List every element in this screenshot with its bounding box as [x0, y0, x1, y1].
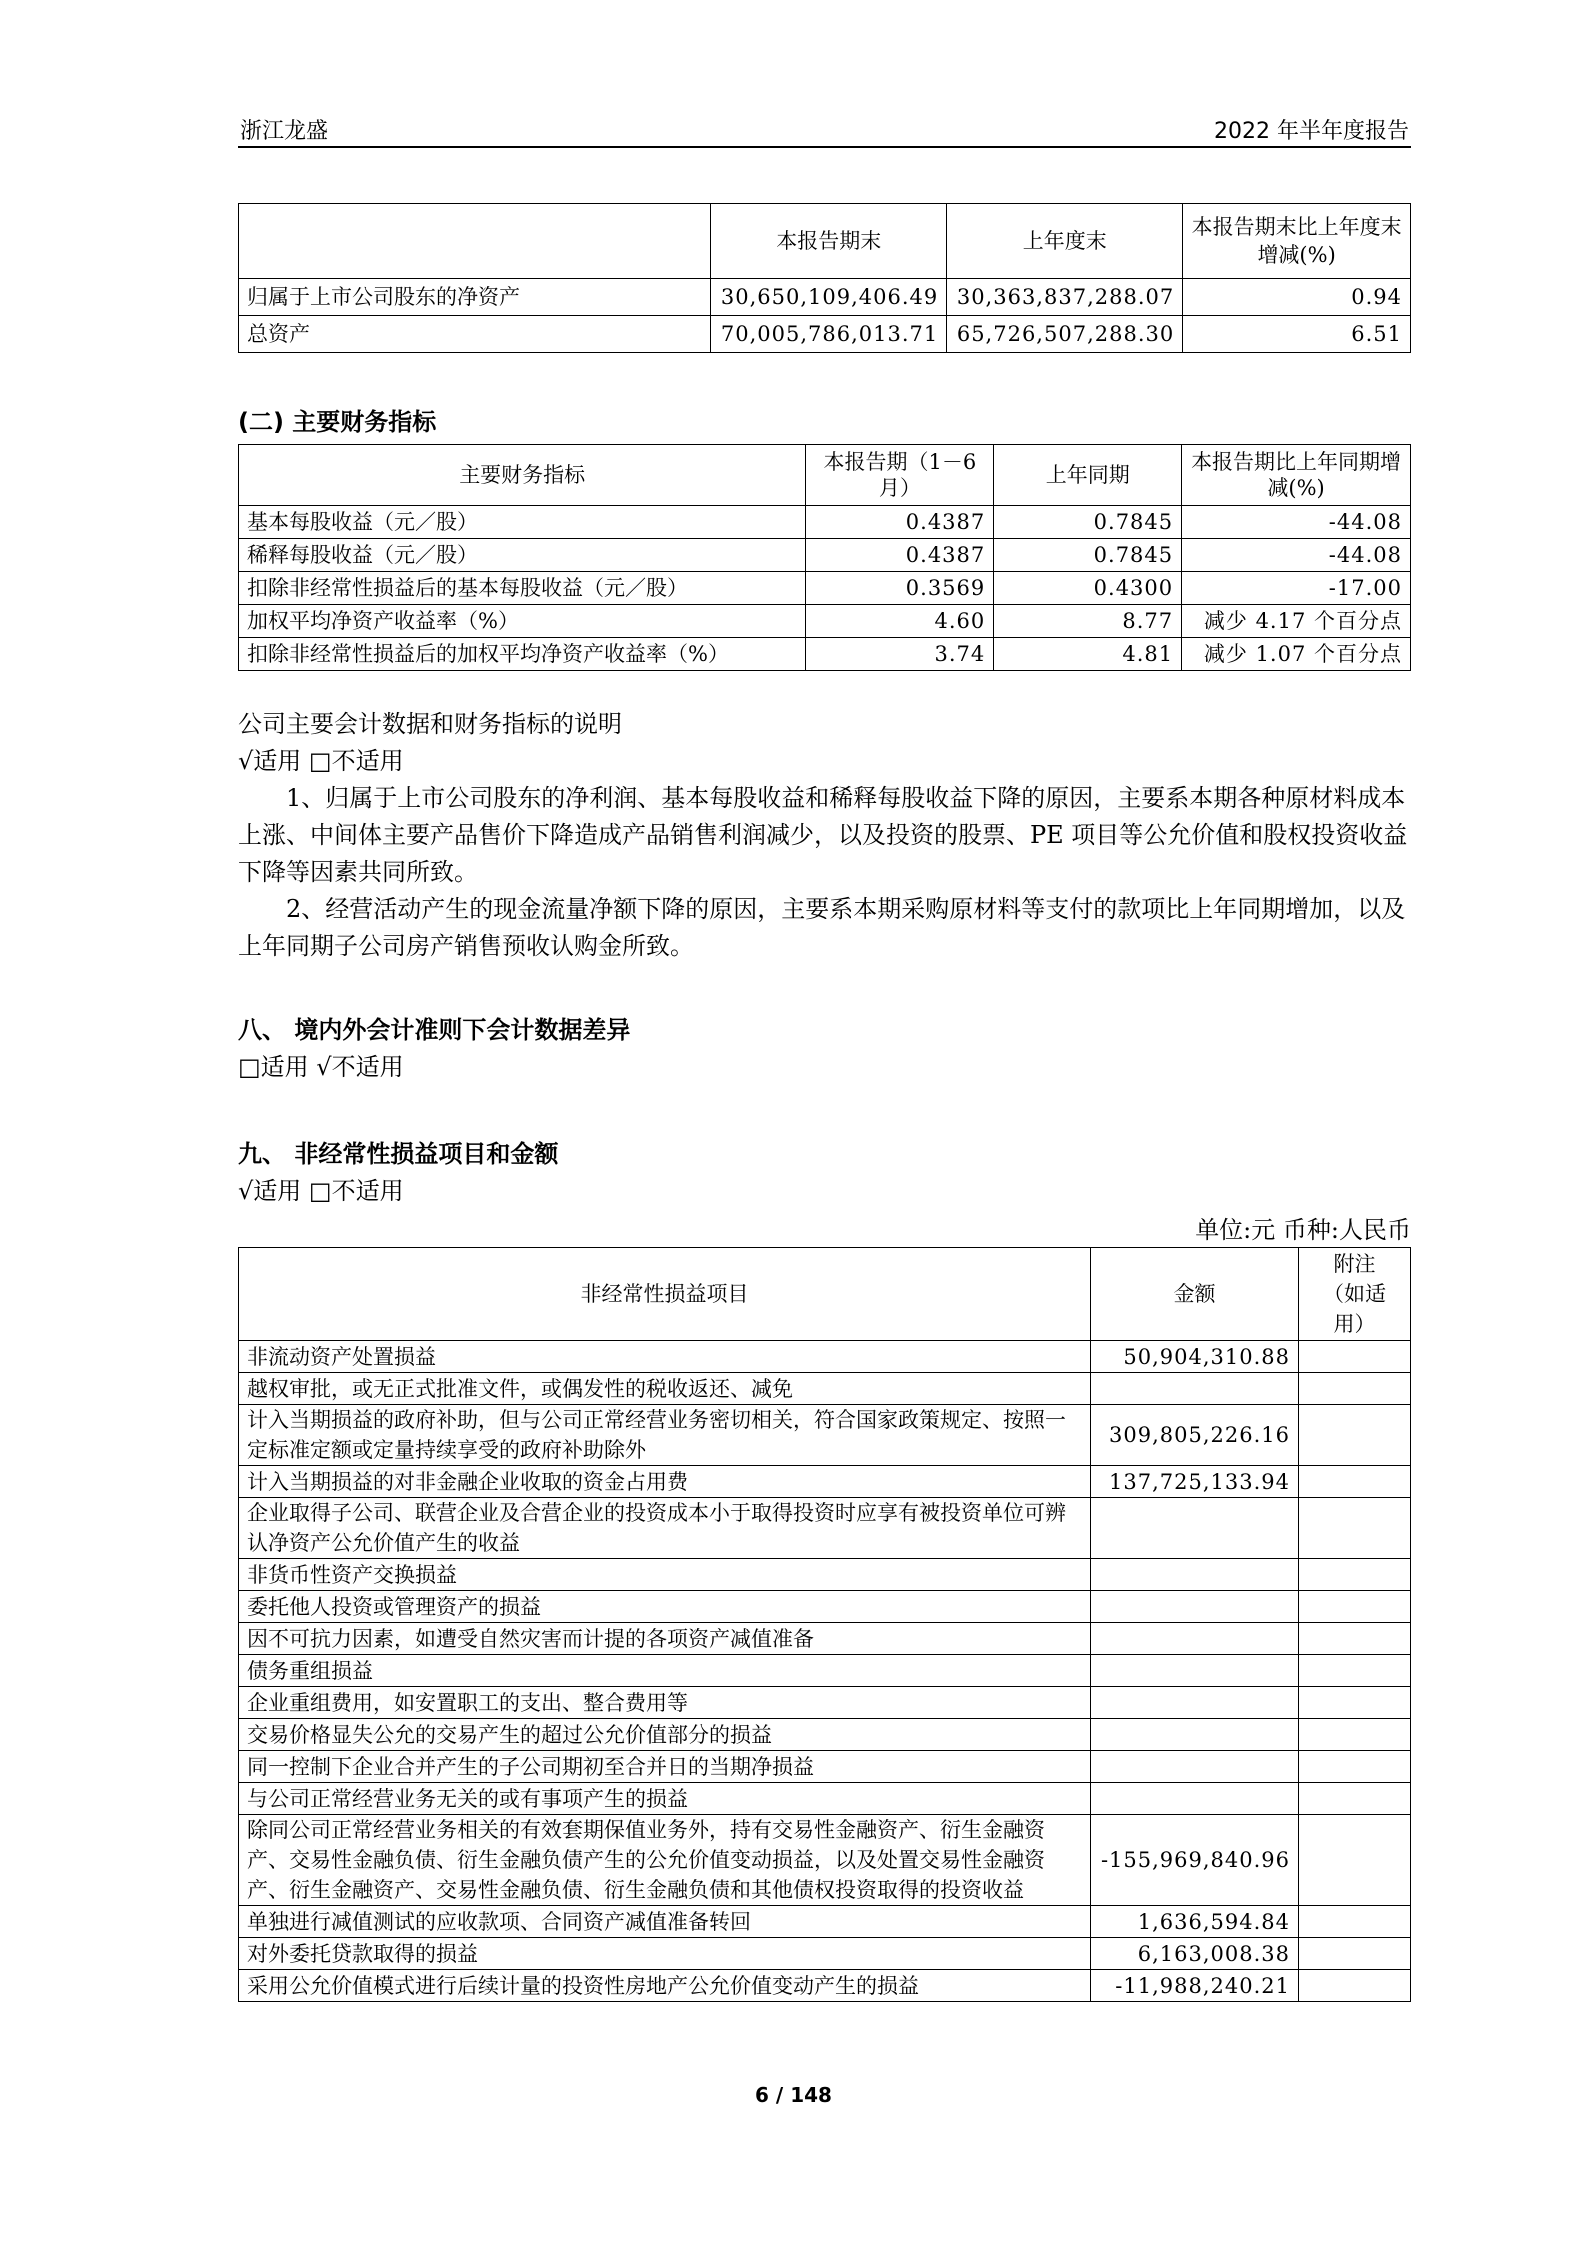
- amount-cell: -11,988,240.21: [1091, 1970, 1299, 2002]
- note-cell: [1299, 1559, 1411, 1591]
- row-label: 加权平均净资产收益率（%）: [239, 605, 806, 638]
- financial-indicators-table: [238, 444, 1411, 671]
- amount-cell: [1091, 1623, 1299, 1655]
- value-cell: 0.7845: [994, 539, 1182, 572]
- row-label: 稀释每股收益（元／股）: [239, 539, 806, 572]
- table-row: [239, 1906, 1411, 1938]
- net-assets-table: [238, 203, 1411, 353]
- table-row: [239, 1498, 1411, 1559]
- explanation-paragraph: 2、经营活动产生的现金流量净额下降的原因，主要系本期采购原材料等支付的款项比上年同期增加，以及上年同期子公司房产销售预收认购金所致。: [238, 895, 1406, 960]
- applicability-checkbox: √适用 □不适用: [238, 1177, 404, 1205]
- item-cell: 除同公司正常经营业务相关的有效套期保值业务外，持有交易性金融资产、衍生金融资产、交易性金融负债、衍生金融负债产生的公允价值变动损益，以及处置交易性金融资产、衍生金融资产、交易性金融负债、衍生金融负债和其他债权投资取得的投资收益: [239, 1815, 1091, 1906]
- note-cell: [1299, 1373, 1411, 1405]
- item-cell: 计入当期损益的对非金融企业收取的资金占用费: [239, 1466, 1091, 1498]
- table-row: [239, 1687, 1411, 1719]
- table-row: [239, 1783, 1411, 1815]
- note-cell: [1299, 1405, 1411, 1466]
- amount-cell: [1091, 1783, 1299, 1815]
- row-label: 基本每股收益（元／股）: [239, 506, 806, 539]
- value-cell: 30,650,109,406.49: [711, 279, 947, 316]
- table-row: [239, 1655, 1411, 1687]
- page-number: 6 / 148: [755, 2083, 832, 2107]
- value-cell: 3.74: [806, 638, 994, 671]
- note-cell: [1299, 1938, 1411, 1970]
- note-cell: [1299, 1783, 1411, 1815]
- value-cell: 8.77: [994, 605, 1182, 638]
- value-cell: 4.81: [994, 638, 1182, 671]
- value-cell: 4.60: [806, 605, 994, 638]
- amount-cell: [1091, 1591, 1299, 1623]
- note-cell: [1299, 1655, 1411, 1687]
- unit-currency-label: 单位:元 币种:人民币: [1195, 1216, 1411, 1244]
- value-cell: 减少 4.17 个百分点: [1182, 605, 1411, 638]
- amount-cell: [1091, 1751, 1299, 1783]
- applicability-checkbox: √适用 □不适用: [238, 747, 404, 775]
- amount-cell: [1091, 1373, 1299, 1405]
- table-row: [239, 316, 1411, 353]
- value-cell: 6.51: [1183, 316, 1411, 353]
- table-header-cell: 主要财务指标: [239, 445, 806, 506]
- amount-cell: [1091, 1687, 1299, 1719]
- note-cell: [1299, 1719, 1411, 1751]
- item-cell: 对外委托贷款取得的损益: [239, 1938, 1091, 1970]
- table-header-cell: 附注（如适用）: [1299, 1248, 1411, 1341]
- item-cell: 委托他人投资或管理资产的损益: [239, 1591, 1091, 1623]
- explanation-paragraph: 1、归属于上市公司股东的净利润、基本每股收益和稀释每股收益下降的原因，主要系本期各种原材料成本上涨、中间体主要产品售价下降造成产品销售利润减少，以及投资的股票、PE 项目等公允价值和股权投资收益下降等因素共同所致。: [238, 784, 1408, 886]
- value-cell: 0.4387: [806, 506, 994, 539]
- amount-cell: 1,636,594.84: [1091, 1906, 1299, 1938]
- section-title: 八、 境内外会计准则下会计数据差异: [238, 1016, 631, 1044]
- amount-cell: [1091, 1559, 1299, 1591]
- table-row: [239, 1815, 1411, 1906]
- table-header-cell: 本报告期末: [711, 204, 947, 279]
- table-header-cell: 本报告期比上年同期增减(%): [1182, 445, 1411, 506]
- row-label: 扣除非经常性损益后的加权平均净资产收益率（%）: [239, 638, 806, 671]
- amount-cell: [1091, 1719, 1299, 1751]
- value-cell: 0.3569: [806, 572, 994, 605]
- value-cell: 0.4387: [806, 539, 994, 572]
- item-cell: 债务重组损益: [239, 1655, 1091, 1687]
- value-cell: 减少 1.07 个百分点: [1182, 638, 1411, 671]
- value-cell: -44.08: [1182, 539, 1411, 572]
- table-row: [239, 1751, 1411, 1783]
- table-row: [239, 638, 1411, 671]
- amount-cell: 50,904,310.88: [1091, 1341, 1299, 1373]
- item-cell: 与公司正常经营业务无关的或有事项产生的损益: [239, 1783, 1091, 1815]
- table-header-cell: 上年度末: [947, 204, 1183, 279]
- explanation-title: 公司主要会计数据和财务指标的说明: [238, 710, 622, 738]
- item-cell: 企业取得子公司、联营企业及合营企业的投资成本小于取得投资时应享有被投资单位可辨认净资产公允价值产生的收益: [239, 1498, 1091, 1559]
- table-row: [239, 1591, 1411, 1623]
- item-cell: 交易价格显失公允的交易产生的超过公允价值部分的损益: [239, 1719, 1091, 1751]
- table-header-cell: 非经常性损益项目: [239, 1248, 1091, 1341]
- amount-cell: 137,725,133.94: [1091, 1466, 1299, 1498]
- amount-cell: 309,805,226.16: [1091, 1405, 1299, 1466]
- row-label: 归属于上市公司股东的净资产: [239, 279, 711, 316]
- row-label: 总资产: [239, 316, 711, 353]
- table-row: [239, 279, 1411, 316]
- note-cell: [1299, 1466, 1411, 1498]
- table-row: [239, 1938, 1411, 1970]
- page-header: [238, 112, 1411, 148]
- value-cell: -44.08: [1182, 506, 1411, 539]
- item-cell: 计入当期损益的政府补助，但与公司正常经营业务密切相关，符合国家政策规定、按照一定标准定额或定量持续享受的政府补助除外: [239, 1405, 1091, 1466]
- amount-cell: [1091, 1498, 1299, 1559]
- non-recurring-items-table: [238, 1247, 1411, 2002]
- table-row: [239, 572, 1411, 605]
- item-cell: 单独进行减值测试的应收款项、合同资产减值准备转回: [239, 1906, 1091, 1938]
- table-row: [239, 1405, 1411, 1466]
- note-cell: [1299, 1687, 1411, 1719]
- value-cell: 0.7845: [994, 506, 1182, 539]
- section-title: 九、 非经常性损益项目和金额: [238, 1140, 559, 1168]
- item-cell: 非流动资产处置损益: [239, 1341, 1091, 1373]
- table-row: [239, 1341, 1411, 1373]
- amount-cell: [1091, 1655, 1299, 1687]
- company-name: 浙江龙盛: [240, 119, 329, 144]
- item-cell: 同一控制下企业合并产生的子公司期初至合并日的当期净损益: [239, 1751, 1091, 1783]
- table-header-cell: [239, 204, 711, 279]
- item-cell: 非货币性资产交换损益: [239, 1559, 1091, 1591]
- row-label: 扣除非经常性损益后的基本每股收益（元／股）: [239, 572, 806, 605]
- table-row: [239, 1373, 1411, 1405]
- note-cell: [1299, 1498, 1411, 1559]
- value-cell: 65,726,507,288.30: [947, 316, 1183, 353]
- value-cell: -17.00: [1182, 572, 1411, 605]
- table-row: [239, 1466, 1411, 1498]
- report-title: 2022 年半年度报告: [1214, 119, 1409, 144]
- value-cell: 0.4300: [994, 572, 1182, 605]
- note-cell: [1299, 1591, 1411, 1623]
- table-header-cell: 上年同期: [994, 445, 1182, 506]
- item-cell: 因不可抗力因素，如遭受自然灾害而计提的各项资产减值准备: [239, 1623, 1091, 1655]
- table-row: [239, 539, 1411, 572]
- note-cell: [1299, 1815, 1411, 1906]
- table-row: [239, 506, 1411, 539]
- item-cell: 企业重组费用，如安置职工的支出、整合费用等: [239, 1687, 1091, 1719]
- table-header-cell: 本报告期（1－6月）: [806, 445, 994, 506]
- amount-cell: -155,969,840.96: [1091, 1815, 1299, 1906]
- amount-cell: 6,163,008.38: [1091, 1938, 1299, 1970]
- item-cell: 采用公允价值模式进行后续计量的投资性房地产公允价值变动产生的损益: [239, 1970, 1091, 2002]
- note-cell: [1299, 1623, 1411, 1655]
- table-row: [239, 605, 1411, 638]
- note-cell: [1299, 1906, 1411, 1938]
- table-header-cell: 本报告期末比上年度末增减(%): [1183, 204, 1411, 279]
- value-cell: 0.94: [1183, 279, 1411, 316]
- note-cell: [1299, 1751, 1411, 1783]
- table-row: [239, 1970, 1411, 2002]
- section-title: (二) 主要财务指标: [238, 408, 437, 436]
- value-cell: 70,005,786,013.71: [711, 316, 947, 353]
- table-row: [239, 1623, 1411, 1655]
- table-row: [239, 1559, 1411, 1591]
- note-cell: [1299, 1341, 1411, 1373]
- table-row: [239, 1719, 1411, 1751]
- item-cell: 越权审批，或无正式批准文件，或偶发性的税收返还、减免: [239, 1373, 1091, 1405]
- value-cell: 30,363,837,288.07: [947, 279, 1183, 316]
- note-cell: [1299, 1970, 1411, 2002]
- applicability-checkbox: □适用 √不适用: [238, 1053, 404, 1081]
- table-header-cell: 金额: [1091, 1248, 1299, 1341]
